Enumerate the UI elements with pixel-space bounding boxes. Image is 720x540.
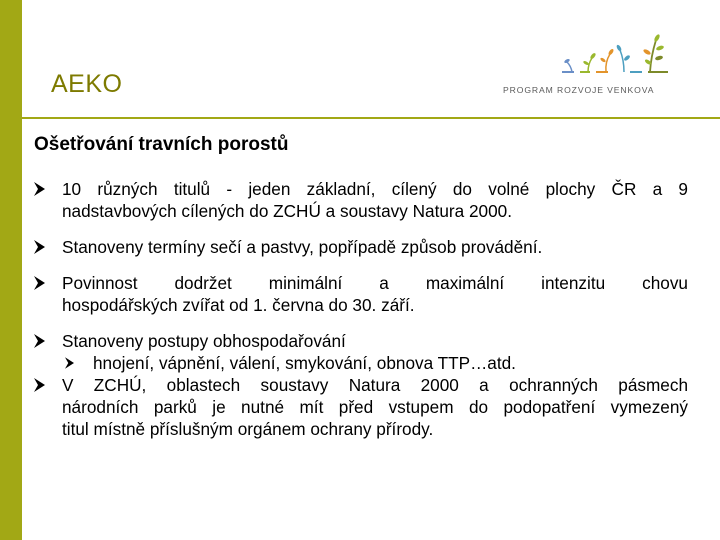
logo-graphic-icon [558, 34, 674, 78]
bullet-line: 10 různých titulů - jeden základní, cílený do volné plochy ČR a 9 [62, 179, 688, 199]
bullet-item [34, 330, 688, 352]
bullet-item [34, 236, 688, 258]
bullet-item [34, 374, 688, 440]
arrow-bullet-icon [34, 378, 45, 392]
bullet-line: Stanoveny termíny sečí a pastvy, popřípadě způsob provádění. [62, 237, 543, 257]
bullet-line: národních parků je nutné mít před vstupem do podopatření vymezený [62, 397, 688, 417]
bullet-line: V ZCHÚ, oblastech soustavy Natura 2000 a ochranných pásmech [62, 375, 688, 395]
logo-text: PROGRAM ROZVOJE VENKOVA [503, 85, 655, 95]
bullet-item [34, 272, 688, 316]
arrow-bullet-icon [65, 357, 74, 369]
arrow-bullet-icon [34, 182, 45, 196]
arrow-bullet-icon [34, 240, 45, 254]
header-divider [22, 117, 720, 119]
bullet-line: nadstavbových cílených do ZCHÚ a soustavy Natura 2000. [62, 201, 512, 221]
sub-bullet-line: hnojení, vápnění, válení, smykování, obnova TTP…atd. [93, 353, 516, 373]
bullet-line: hospodářských zvířat od 1. června do 30. září. [62, 295, 415, 315]
bullet-line: Stanoveny postupy obhospodařování [62, 331, 346, 351]
slide-title: Ošetřování travních porostů [34, 134, 289, 155]
program-logo [500, 34, 680, 98]
header-title: AEKO [51, 70, 123, 98]
sub-bullet-item [34, 352, 688, 374]
bullet-item [34, 178, 688, 222]
bullet-list [34, 178, 688, 440]
arrow-bullet-icon [34, 334, 45, 348]
arrow-bullet-icon [34, 276, 45, 290]
bullet-line: Povinnost dodržet minimální a maximální intenzitu chovu [62, 273, 688, 293]
bullet-line: titul místně příslušným orgánem ochrany přírody. [62, 419, 434, 439]
side-accent-bar [0, 0, 22, 540]
